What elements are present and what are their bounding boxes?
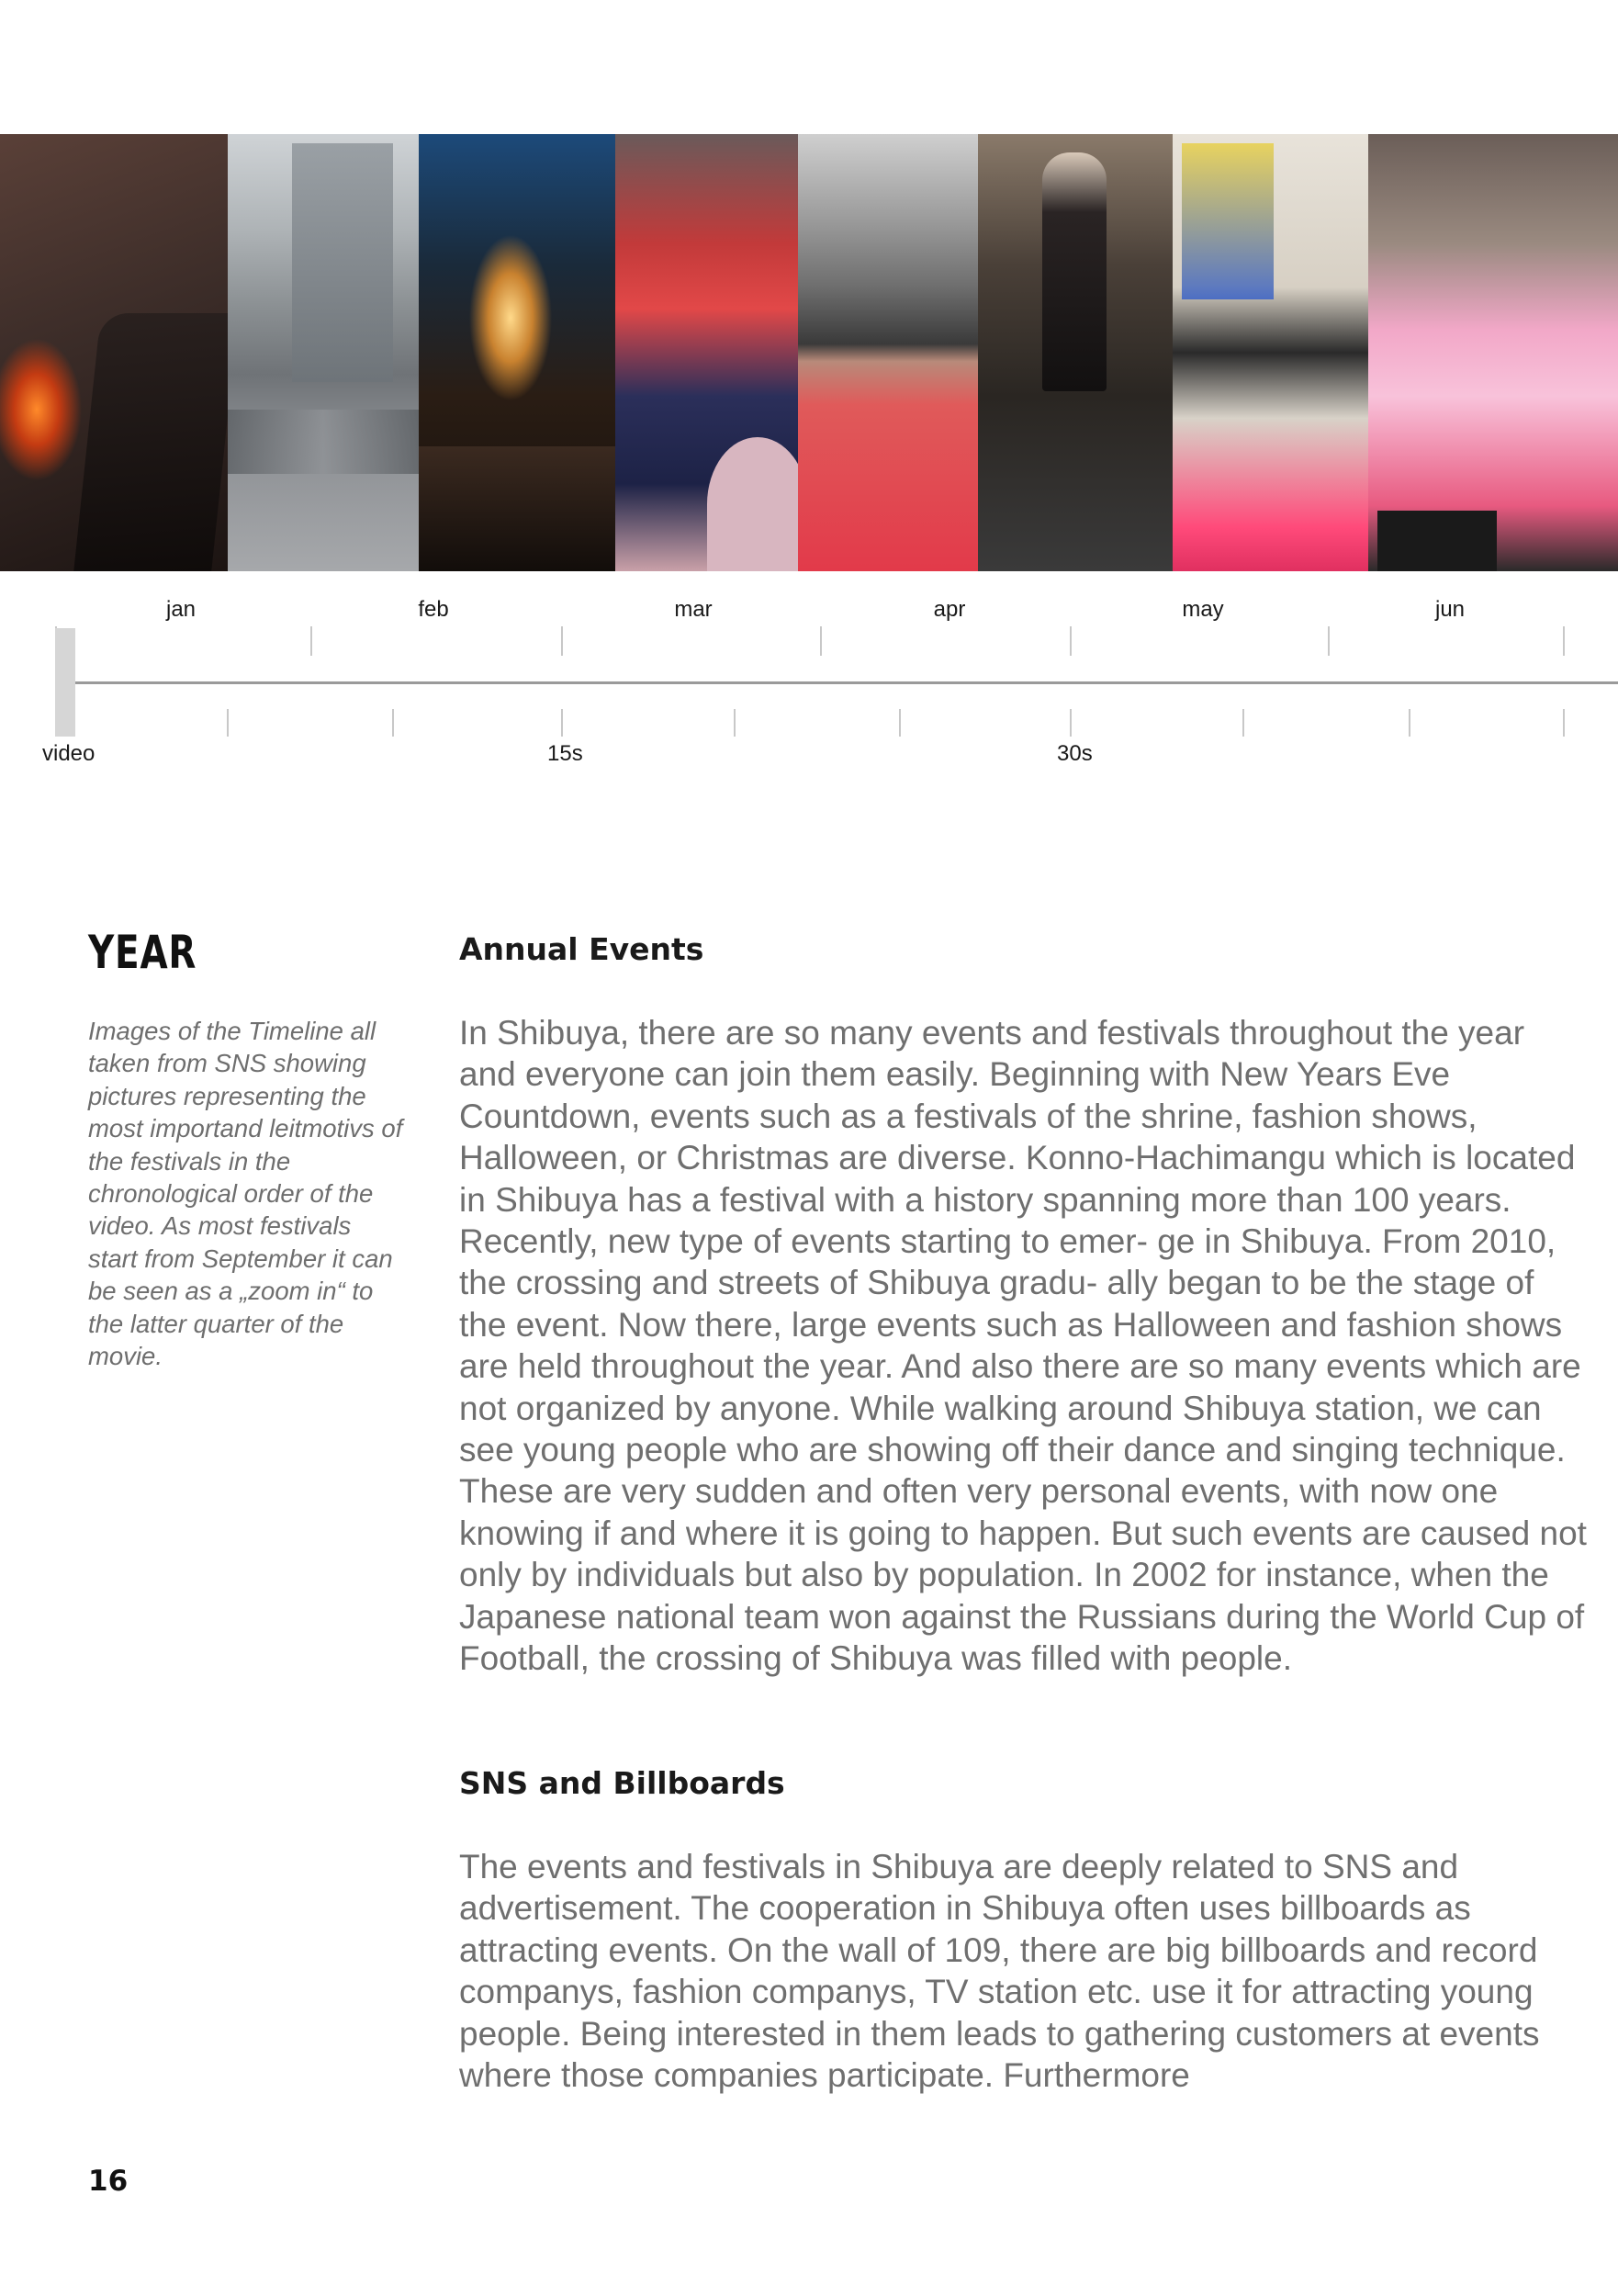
photo-street-dance xyxy=(1173,134,1368,571)
video-label: video xyxy=(42,741,96,766)
second-label-30: 30s xyxy=(1057,741,1093,766)
month-tick xyxy=(820,626,822,656)
photo-idol-stage xyxy=(1368,134,1618,571)
section-body-annual-events: In Shibuya, there are so many events and festivals throughout the year and everyone can join them easily. Beginning with New Years Eve Countdown, events such as a festivals of the shrine, fashion shows, Halloween, or Christmas are diverse. Konno-Hachimangu which is located in Shibuya has a festival with a history spanning more than 100 years. Recently, new type of events starting to emer- ge in Shibuya. From 2010, the crossing and streets of Shibuya gradu- ally began to be the stage of the event. Now there, large events such as Halloween and fashion shows are held throughout the year. And also there are so many events which are not organized by anyone. While walking around Shibuya station, we can see young people who are showing off their dance and singing technique. These are very sudden and often very personal events, with now one knowing if and where it is going to happen. But such events are caused not only by individuals but also by population. In 2002 for instance, when the Japanese national team won against the Russians during the World Cup of Football, the crossing of Shibuya was filled with people. xyxy=(459,1014,1587,1678)
photo-rainy-crossing xyxy=(228,134,419,571)
photo-festival-crowd xyxy=(615,134,798,571)
month-tick xyxy=(1328,626,1330,656)
timeline xyxy=(0,571,1618,792)
photo-strip xyxy=(0,134,1618,571)
second-tick xyxy=(227,709,229,737)
sidebar-caption: Images of the Timeline all taken from SNS showing pictures representing the most importand leitmotivs of the festivals in the chronological order of the video. As most festivals start from September it can be seen as a „zoom in“ to the latter quarter of the movie. xyxy=(88,1017,403,1371)
photo-night-sign xyxy=(0,134,228,571)
second-tick xyxy=(392,709,394,737)
photo-lantern-festival xyxy=(419,134,615,571)
month-label-mar: mar xyxy=(674,597,713,622)
second-tick xyxy=(561,709,563,737)
section-title-sns-billboards: SNS and Billboards xyxy=(459,1765,785,1801)
month-label-jan: jan xyxy=(165,597,197,622)
month-label-apr: apr xyxy=(933,597,966,622)
photo-fashion-runway xyxy=(978,134,1173,571)
second-tick xyxy=(899,709,901,737)
photo-red-carpet xyxy=(798,134,978,571)
month-label-feb: feb xyxy=(418,597,449,622)
month-tick xyxy=(1070,626,1072,656)
sidebar-heading: YEAR xyxy=(88,926,197,979)
month-tick xyxy=(561,626,563,656)
section-title-annual-events: Annual Events xyxy=(459,931,704,967)
second-tick xyxy=(1563,709,1565,737)
second-tick xyxy=(1070,709,1072,737)
playhead-cursor[interactable] xyxy=(55,628,75,737)
month-tick xyxy=(310,626,312,656)
second-tick xyxy=(1409,709,1410,737)
page-number: 16 xyxy=(88,2165,129,2198)
month-label-jun: jun xyxy=(1434,597,1466,622)
timeline-axis xyxy=(55,681,1618,684)
second-tick xyxy=(734,709,736,737)
month-tick xyxy=(1563,626,1565,656)
section-body-sns-billboards: The events and festivals in Shibuya are deeply related to SNS and advertisement. The cooperation in Shibuya often uses billboards as attracting events. On the wall of 109, there are big billboards and record companys, fashion companys, TV station etc. use it for attracting young people. Being interested in them leads to gathering customers at events where those companies participate. Furthermore xyxy=(459,1848,1540,2095)
month-label-may: may xyxy=(1182,597,1224,622)
second-label-15: 15s xyxy=(547,741,583,766)
second-tick xyxy=(1242,709,1244,737)
